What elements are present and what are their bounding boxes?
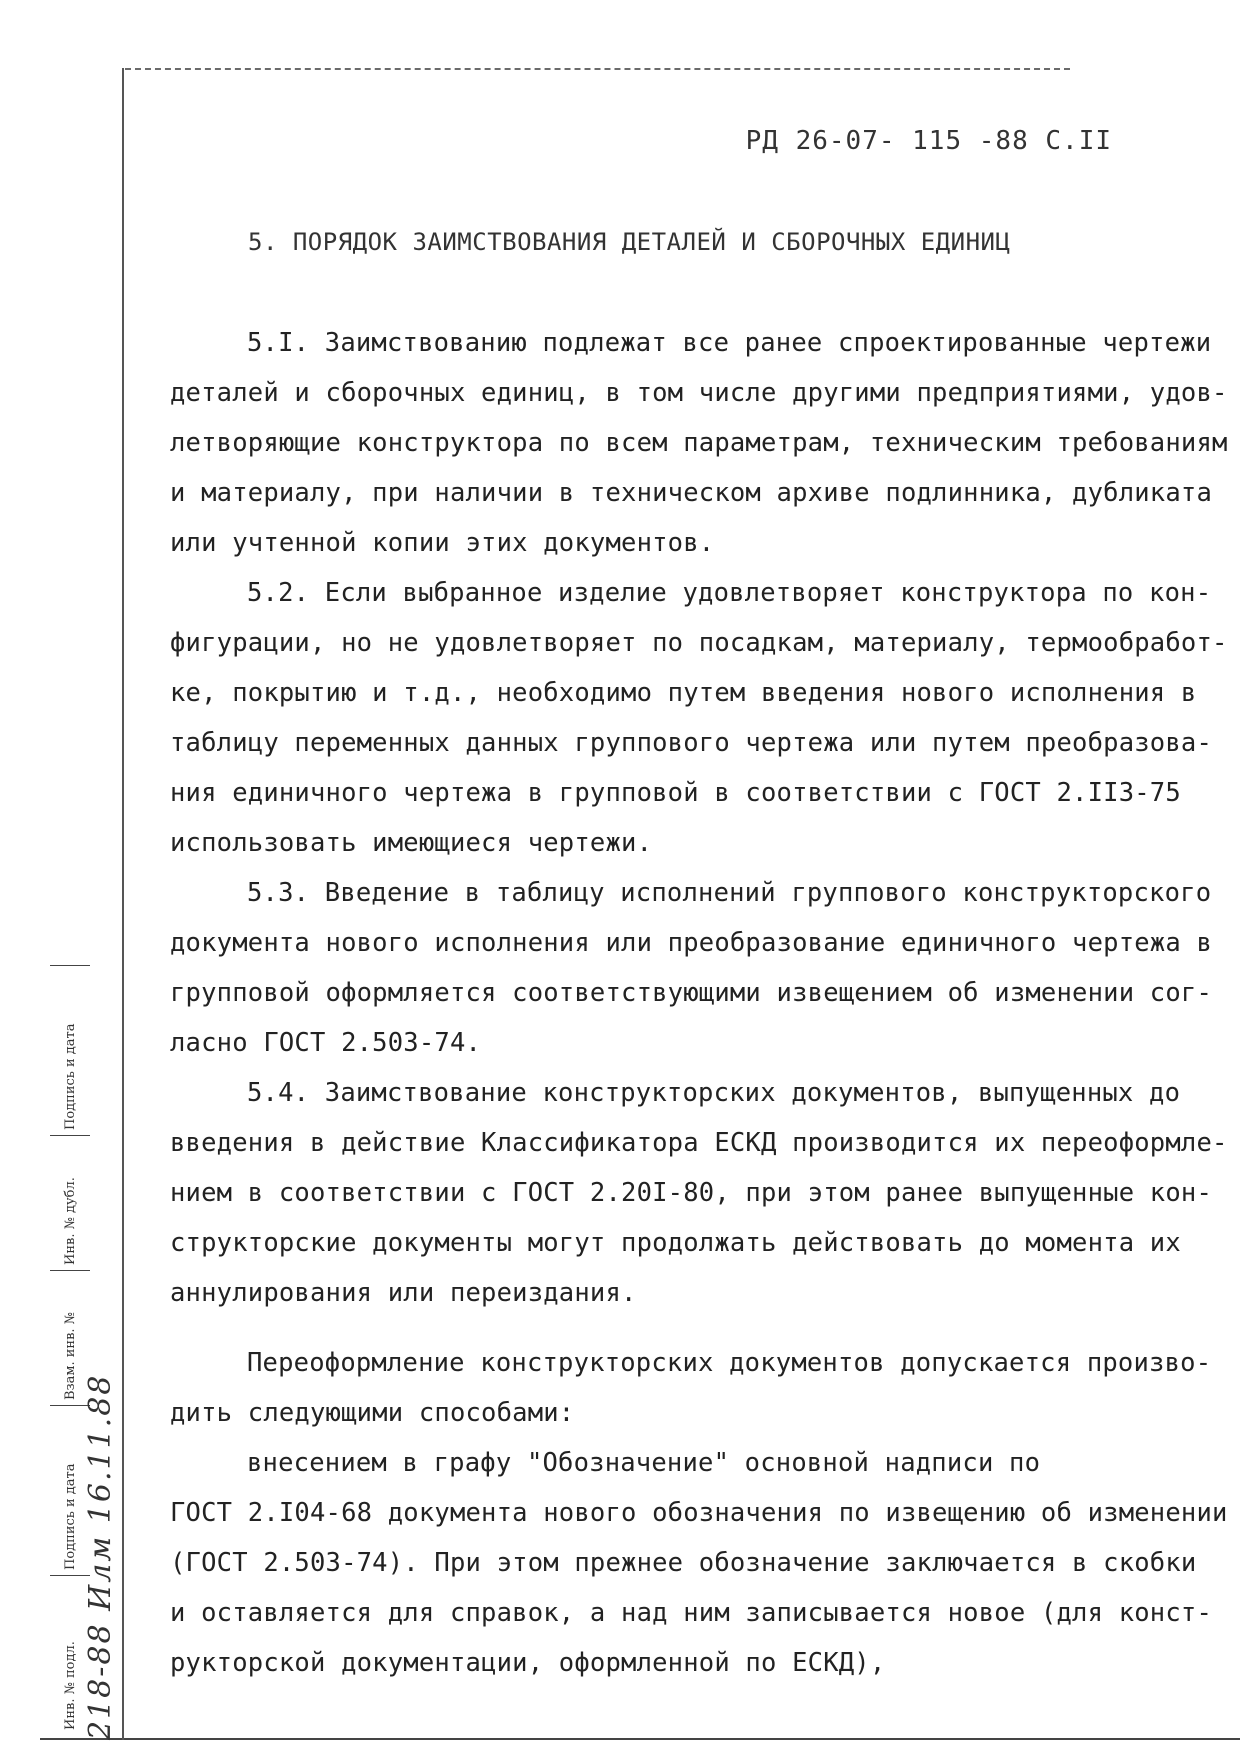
paragraph-line: аннулирования или переиздания.: [170, 1278, 637, 1308]
paragraph-line: 5.I. Заимствованию подлежат все ранее спроектированные чертежи: [247, 328, 1212, 358]
page-frame-top: [125, 68, 1070, 70]
paragraph-line: структорские документы могут продолжать действовать до момента их: [170, 1228, 1181, 1258]
paragraph-line: Переоформление конструкторских документов допускается произво-: [247, 1348, 1212, 1378]
stamp-label: Инв. № дубл.: [63, 1177, 78, 1265]
paragraph-line: ГОСТ 2.I04-68 документа нового обозначения по извещению об изменении: [170, 1498, 1228, 1528]
stamp-label: Взам. инв. №: [63, 1312, 78, 1400]
paragraph-line: использовать имеющиеся чертежи.: [170, 828, 653, 858]
document-code: РД 26-07- 115 -88 С.II: [745, 126, 1112, 156]
stamp-label: Инв. № подл.: [63, 1641, 78, 1730]
stamp-label: Подпись и дата: [63, 1463, 78, 1570]
document-body: [170, 318, 1228, 1688]
handwritten-inventory-date: 218-88 Илм 16.11.88: [83, 1373, 118, 1740]
page-frame-bottom: [40, 1738, 1240, 1740]
paragraph-line: таблицу переменных данных группового чертежа или путем преобразова-: [170, 728, 1213, 758]
stamp-cell: [50, 965, 90, 1136]
paragraph-line: или учтенной копии этих документов.: [170, 528, 715, 558]
section-title: 5. ПОРЯДОК ЗАИМСТВОВАНИЯ ДЕТАЛЕЙ И СБОРОЧНЫХ ЕДИНИЦ: [248, 228, 1011, 256]
paragraph-line: групповой оформляется соответствующими извещением об изменении сог-: [170, 978, 1213, 1008]
paragraph-line: введения в действие Классификатора ЕСКД производится их переоформле-: [170, 1128, 1228, 1158]
paragraph-line: нием в соответствии с ГОСТ 2.20I-80, при этом ранее выпущенные кон-: [170, 1178, 1213, 1208]
paragraph-line: рукторской документации, оформленной по ЕСКД),: [170, 1648, 886, 1678]
stamp-cell: [50, 1135, 90, 1271]
paragraph-line: дить следующими способами:: [170, 1398, 575, 1428]
paragraph-line: и материалу, при наличии в техническом архиве подлинника, дубликата: [170, 478, 1213, 508]
paragraph-line: ласно ГОСТ 2.503-74.: [170, 1028, 482, 1058]
paragraph-line: документа нового исполнения или преобразование единичного чертежа в: [170, 928, 1213, 958]
paragraph-line: внесением в графу "Обозначение" основной надписи по: [247, 1448, 1041, 1478]
handwritten-stamp: [83, 1360, 128, 1740]
paragraph-line: 5.3. Введение в таблицу исполнений группового конструкторского: [247, 878, 1212, 908]
paragraph-line: (ГОСТ 2.503-74). При этом прежнее обозначение заключается в скобки: [170, 1548, 1197, 1578]
paragraph-gap: [170, 1318, 1220, 1338]
paragraph-line: 5.4. Заимствование конструкторских документов, выпущенных до: [247, 1078, 1181, 1108]
paragraph-line: летворяющие конструктора по всем параметрам, техническим требованиям: [170, 428, 1228, 458]
paragraph-line: фигурации, но не удовлетворяет по посадкам, материалу, термообработ-: [170, 628, 1228, 658]
paragraph-line: ния единичного чертежа в групповой в соответствии с ГОСТ 2.II3-75: [170, 778, 1181, 808]
stamp-label: Подпись и дата: [63, 1023, 78, 1130]
paragraph-line: 5.2. Если выбранное изделие удовлетворяет конструктора по кон-: [247, 578, 1212, 608]
paragraph-line: деталей и сборочных единиц, в том числе другими предприятиями, удов-: [170, 378, 1228, 408]
paragraph-line: ке, покрытию и т.д., необходимо путем введения нового исполнения в: [170, 678, 1197, 708]
paragraph-line: и оставляется для справок, а над ним записывается новое (для конст-: [170, 1598, 1213, 1628]
